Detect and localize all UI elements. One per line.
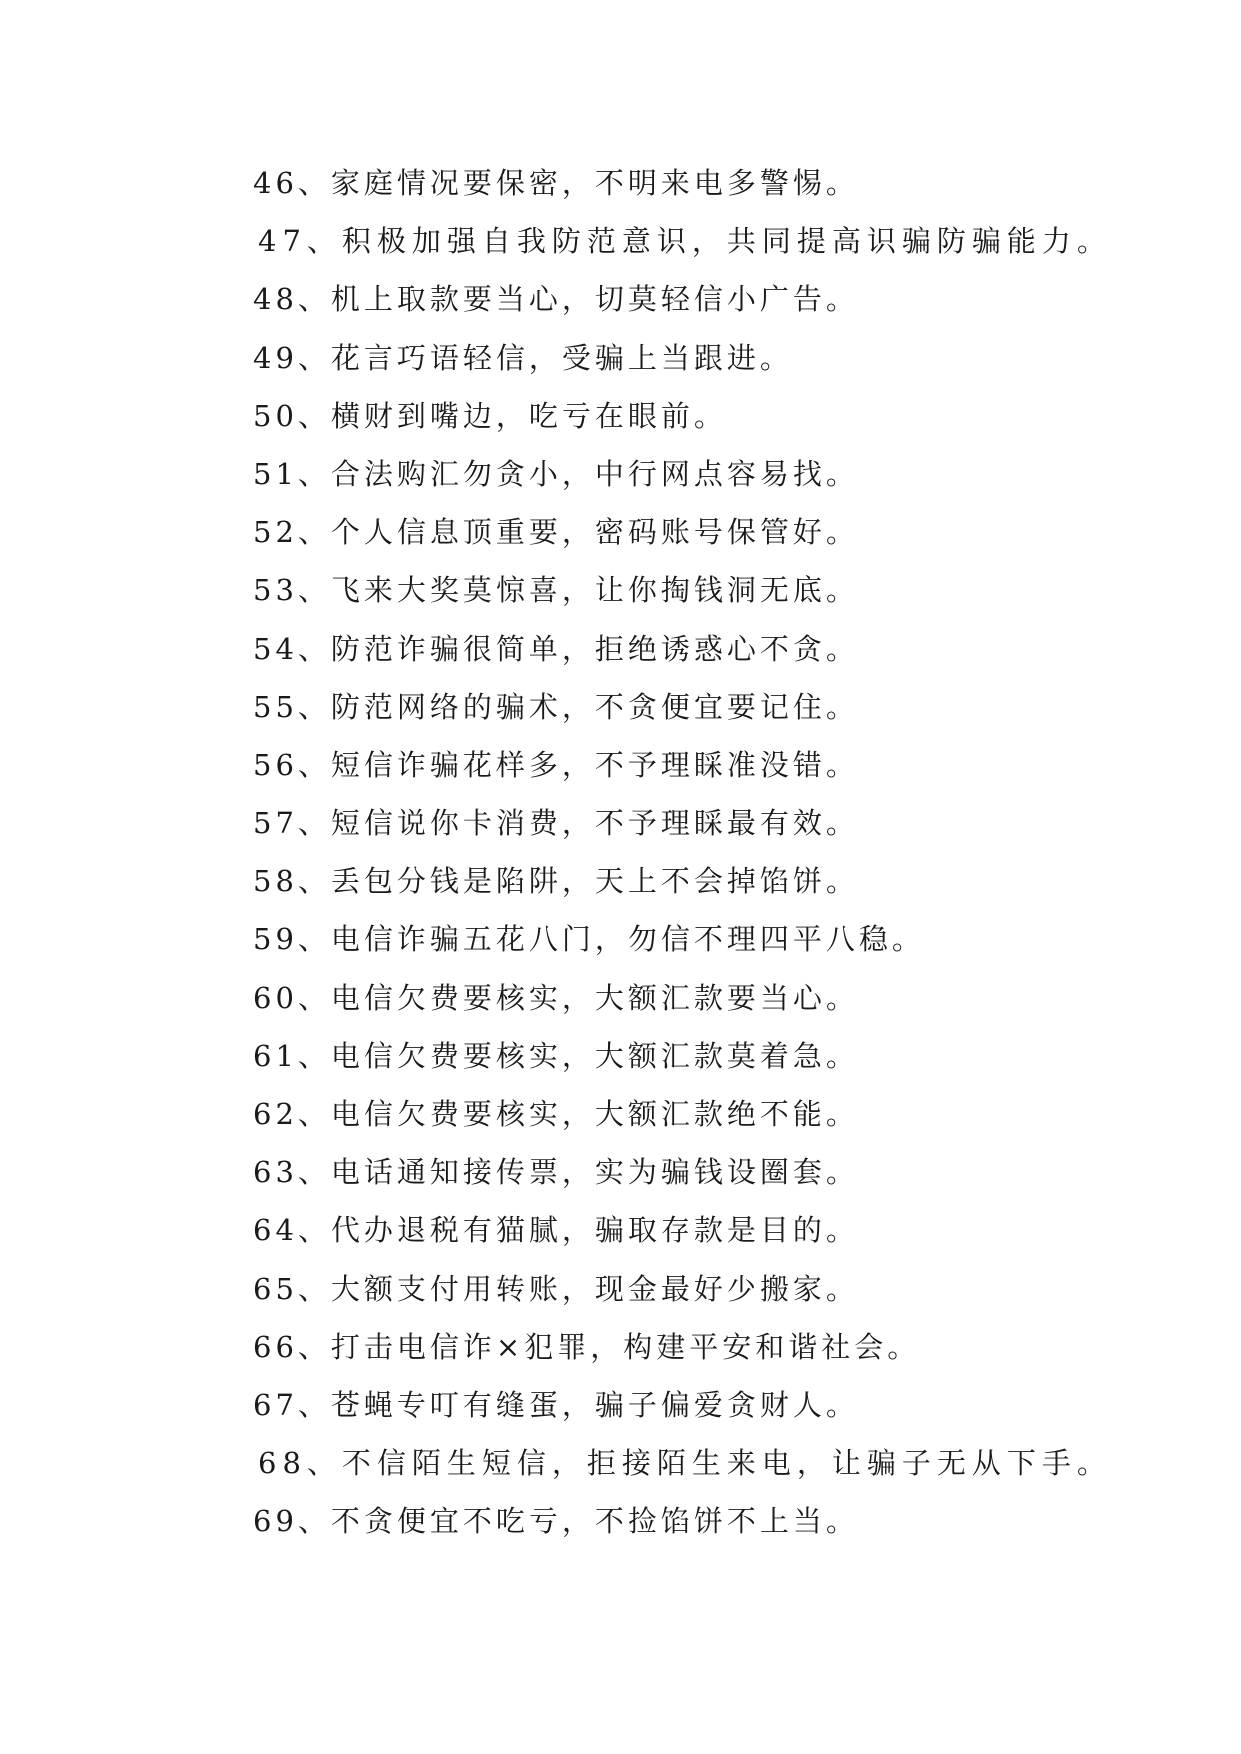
list-item: 69、不贪便宜不吃亏，不捡馅饼不上当。 — [253, 1504, 859, 1539]
list-item: 56、短信诈骗花样多，不予理睬准没错。 — [253, 747, 859, 782]
list-item: 47、积极加强自我防范意识，共同提高识骗防骗能力。 — [258, 224, 1112, 259]
list-item: 64、代办退税有猫腻，骗取存款是目的。 — [253, 1213, 859, 1248]
list-item: 51、合法购汇勿贪小，中行网点容易找。 — [253, 456, 859, 491]
list-item: 49、花言巧语轻信，受骗上当跟进。 — [253, 340, 793, 375]
list-item: 52、个人信息顶重要，密码账号保管好。 — [253, 515, 859, 550]
list-item: 61、电信欠费要核实，大额汇款莫着急。 — [253, 1038, 859, 1073]
list-item: 57、短信说你卡消费，不予理睬最有效。 — [253, 806, 859, 841]
list-item: 65、大额支付用转账，现金最好少搬家。 — [253, 1271, 859, 1306]
list-item: 63、电话通知接传票，实为骗钱设圈套。 — [253, 1155, 859, 1190]
list-item: 68、不信陌生短信，拒接陌生来电，让骗子无从下手。 — [258, 1446, 1112, 1481]
list-item: 46、家庭情况要保密，不明来电多警惕。 — [253, 166, 859, 200]
list-item: 67、苍蝇专叮有缝蛋，骗子偏爱贪财人。 — [253, 1387, 859, 1422]
list-item: 54、防范诈骗很简单，拒绝诱惑心不贪。 — [253, 631, 859, 666]
list-item: 66、打击电信诈×犯罪，构建平安和谐社会。 — [253, 1329, 921, 1364]
list-item: 59、电信诈骗五花八门，勿信不理四平八稳。 — [253, 922, 925, 957]
list-item: 60、电信欠费要核实，大额汇款要当心。 — [253, 980, 859, 1015]
slogan-list — [253, 154, 1213, 1551]
list-item: 55、防范网络的骗术，不贪便宜要记住。 — [253, 689, 859, 724]
list-item: 58、丢包分钱是陷阱，天上不会掉馅饼。 — [253, 864, 859, 899]
list-item: 48、机上取款要当心，切莫轻信小广告。 — [253, 282, 859, 317]
list-item: 53、飞来大奖莫惊喜，让你掏钱洞无底。 — [253, 573, 859, 608]
list-item: 50、横财到嘴边，吃亏在眼前。 — [253, 398, 727, 433]
list-item: 62、电信欠费要核实，大额汇款绝不能。 — [253, 1097, 859, 1131]
